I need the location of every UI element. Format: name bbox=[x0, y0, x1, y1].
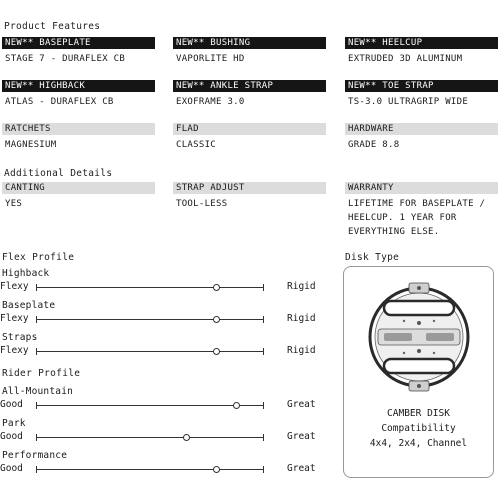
slider-knob bbox=[183, 434, 190, 441]
slider-knob bbox=[213, 466, 220, 473]
slider-tick bbox=[36, 348, 37, 355]
slider-tick bbox=[36, 284, 37, 291]
feature-cell bbox=[345, 80, 498, 109]
feature-cell bbox=[173, 80, 326, 109]
flex-profile-title: Flex Profile bbox=[2, 252, 75, 263]
feature-label: NEW** TOE STRAP bbox=[345, 80, 498, 92]
slider-knob bbox=[213, 316, 220, 323]
slider-min-label: Flexy bbox=[0, 313, 29, 324]
slider-tick bbox=[36, 316, 37, 323]
feature-label: WARRANTY bbox=[345, 182, 498, 194]
slider-name: Park bbox=[2, 418, 26, 429]
feature-label: NEW** BUSHING bbox=[173, 37, 326, 49]
feature-value: GRADE 8.8 bbox=[348, 140, 400, 150]
slider-max-label: Rigid bbox=[287, 345, 316, 356]
slider-knob bbox=[233, 402, 240, 409]
feature-value: ATLAS - DURAFLEX CB bbox=[5, 97, 114, 107]
slider-max-label: Rigid bbox=[287, 281, 316, 292]
feature-value: EXOFRAME 3.0 bbox=[176, 97, 245, 107]
feature-value: EXTRUDED 3D ALUMINUM bbox=[348, 54, 463, 64]
slider-max-label: Great bbox=[287, 431, 316, 442]
feature-value: LIFETIME FOR BASEPLATE / HEELCUP. 1 YEAR FOR EVERYTHING ELSE. bbox=[348, 199, 486, 237]
disk-compat-title: Compatibility bbox=[381, 423, 456, 434]
slider-knob bbox=[213, 348, 220, 355]
slider-track bbox=[36, 469, 264, 470]
slider-tick bbox=[263, 402, 264, 409]
slider-max-label: Rigid bbox=[287, 313, 316, 324]
slider-min-label: Good bbox=[0, 399, 23, 410]
slider-name: Highback bbox=[2, 268, 50, 279]
feature-cell bbox=[2, 37, 155, 66]
rider-profile-title: Rider Profile bbox=[2, 368, 81, 379]
feature-value: CLASSIC bbox=[176, 140, 217, 150]
slider-tick bbox=[263, 316, 264, 323]
feature-cell bbox=[345, 182, 498, 239]
slider-row bbox=[0, 344, 320, 358]
feature-cell bbox=[345, 37, 498, 66]
slider-tick bbox=[263, 348, 264, 355]
feature-label: NEW** BASEPLATE bbox=[2, 37, 155, 49]
slider-row bbox=[0, 462, 320, 476]
feature-label: FLAD bbox=[173, 123, 326, 135]
slider-name: Performance bbox=[2, 450, 68, 461]
slider-max-label: Great bbox=[287, 399, 316, 410]
slider-tick bbox=[263, 466, 264, 473]
feature-value: MAGNESIUM bbox=[5, 140, 57, 150]
camber-disk-image bbox=[344, 271, 493, 401]
feature-value: YES bbox=[5, 199, 23, 209]
slider-min-label: Flexy bbox=[0, 281, 29, 292]
slider-name: All-Mountain bbox=[2, 386, 74, 397]
slider-track bbox=[36, 405, 264, 406]
slider-name: Baseplate bbox=[2, 300, 56, 311]
feature-label: CANTING bbox=[2, 182, 155, 194]
feature-cell bbox=[2, 123, 155, 152]
slider-min-label: Good bbox=[0, 463, 23, 474]
slider-row bbox=[0, 280, 320, 294]
slider-min-label: Good bbox=[0, 431, 23, 442]
additional-details-title: Additional Details bbox=[4, 168, 113, 179]
slider-row bbox=[0, 398, 320, 412]
slider-knob bbox=[213, 284, 220, 291]
disk-card bbox=[343, 266, 494, 478]
feature-cell bbox=[173, 37, 326, 66]
feature-label: NEW** ANKLE STRAP bbox=[173, 80, 326, 92]
feature-cell bbox=[173, 182, 326, 211]
feature-label: HARDWARE bbox=[345, 123, 498, 135]
feature-cell bbox=[2, 182, 155, 211]
feature-label: NEW** HIGHBACK bbox=[2, 80, 155, 92]
feature-label: NEW** HEELCUP bbox=[345, 37, 498, 49]
feature-value: STAGE 7 - DURAFLEX CB bbox=[5, 54, 126, 64]
slider-track bbox=[36, 319, 264, 320]
slider-tick bbox=[36, 402, 37, 409]
feature-label: STRAP ADJUST bbox=[173, 182, 326, 194]
feature-label: RATCHETS bbox=[2, 123, 155, 135]
slider-track bbox=[36, 437, 264, 438]
slider-track bbox=[36, 351, 264, 352]
disk-name: CAMBER DISK bbox=[387, 408, 450, 419]
slider-row bbox=[0, 430, 320, 444]
feature-value: VAPORLITE HD bbox=[176, 54, 245, 64]
disk-compat-values: 4x4, 2x4, Channel bbox=[369, 438, 468, 449]
feature-value: TS-3.0 ULTRAGRIP WIDE bbox=[348, 97, 469, 107]
slider-row bbox=[0, 312, 320, 326]
slider-name: Straps bbox=[2, 332, 38, 343]
feature-cell bbox=[2, 80, 155, 109]
slider-tick bbox=[263, 284, 264, 291]
disk-type-title: Disk Type bbox=[345, 252, 400, 263]
product-features-title: Product Features bbox=[4, 21, 101, 32]
slider-tick bbox=[36, 434, 37, 441]
slider-min-label: Flexy bbox=[0, 345, 29, 356]
slider-track bbox=[36, 287, 264, 288]
feature-cell bbox=[173, 123, 326, 152]
feature-value: TOOL-LESS bbox=[176, 199, 228, 209]
slider-tick bbox=[36, 466, 37, 473]
slider-max-label: Great bbox=[287, 463, 316, 474]
feature-cell bbox=[345, 123, 498, 152]
slider-tick bbox=[263, 434, 264, 441]
